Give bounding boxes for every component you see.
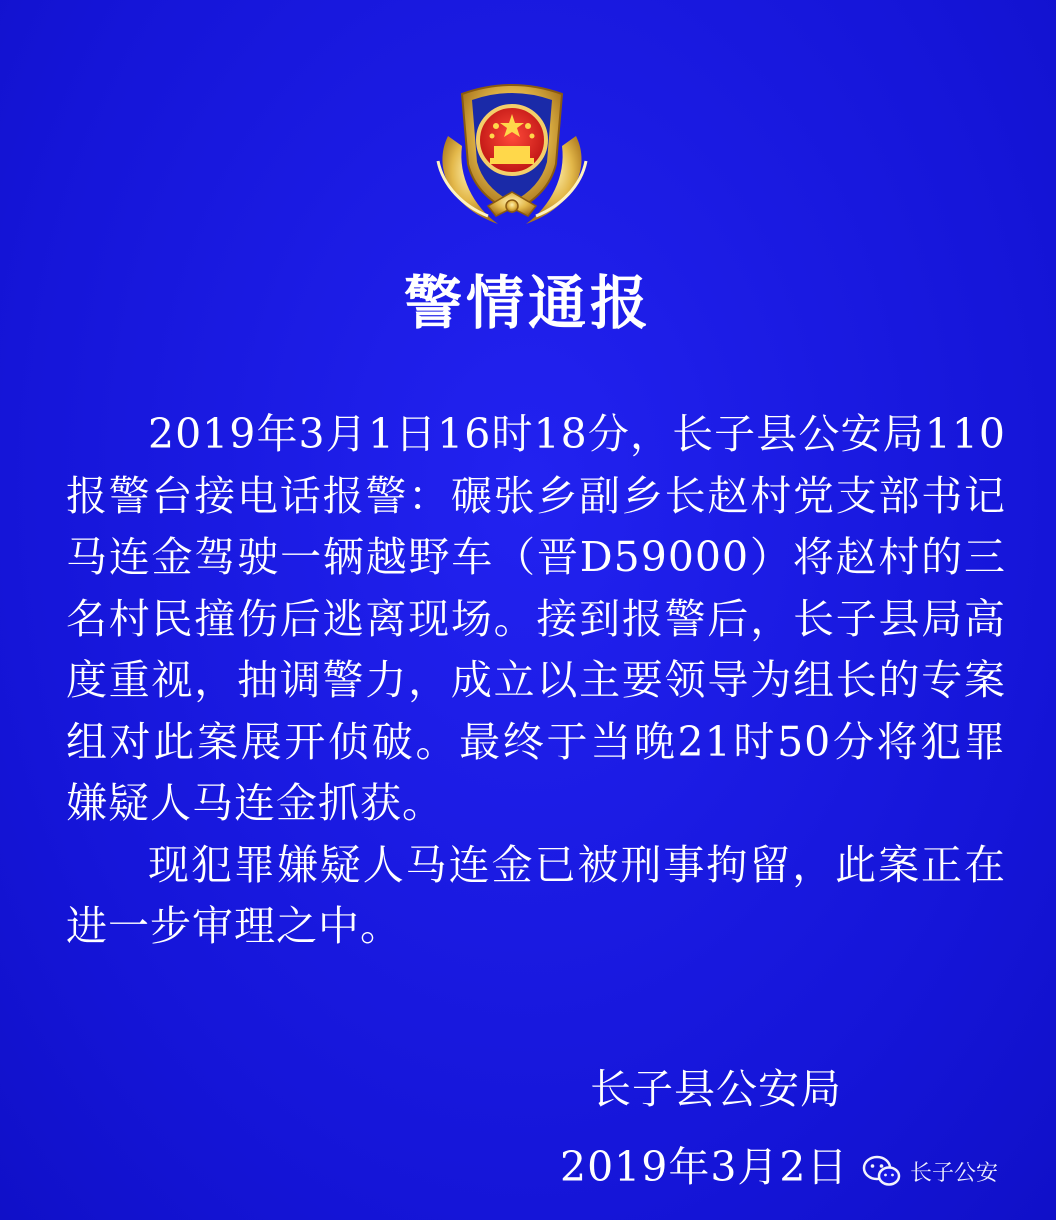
- notice-paragraph: 2019年3月1日16时18分，长子县公安局110报警台接电话报警：碾张乡副乡长赵村党支部书记马连金驾驶一辆越野车（晋D59000）将赵村的三名村民撞伤后逃离现场。接到报警后，长子县局高度重视，抽调警力，成立以主要领导为组长的专案组对此案展开侦破。最终于当晚21时50分将犯罪嫌疑人马连金抓获。: [66, 410, 1006, 827]
- issuer-signature: 长子县公安局: [590, 1065, 842, 1113]
- notice-paragraph: 现犯罪嫌疑人马连金已被刑事拘留，此案正在进一步审理之中。: [66, 840, 1006, 950]
- wechat-icon: [862, 1154, 902, 1188]
- notice-body: [66, 404, 1006, 958]
- wechat-watermark: [862, 1148, 998, 1194]
- notice-title: 警情通报: [403, 269, 652, 337]
- issue-date: 2019年3月2日: [560, 1143, 849, 1191]
- watermark-text: 长子公安: [910, 1160, 999, 1186]
- police-emblem-icon: [428, 66, 596, 230]
